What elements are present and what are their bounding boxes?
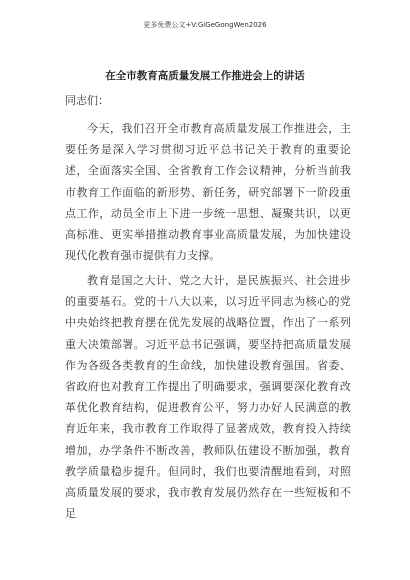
header-note: 更多免费公文+V:GiGeGongWen2026: [143, 21, 267, 29]
salutation: 同志们：: [65, 94, 109, 107]
paragraph-1: 今天，我们召开全市教育高质量发展工作推进会，主要任务是深入学习贯彻习近平总书记关于教育的重要论述，全面落实全国、全省教育工作会议精神，分析当前我市教育工作面临的新形势、新任务，研究部署下一阶段重点工作，动员全市上下进一步统一思想、凝聚共识，以更高标准、更实举措推动教育事业高质量发展，为加快建设现代化教育强市提供有力支撑。: [65, 122, 351, 263]
page-title: 在全市教育高质量发展工作推进会上的讲话: [105, 70, 305, 82]
paragraph-2: 教育是国之大计、党之大计，是民族振兴、社会进步的重要基石。党的十八大以来，以习近平同志为核心的党中央始终把教育摆在优先发展的战略位置，作出了一系列重大决策部署。习近平总书记强调，要坚持把高质量发展作为各级各类教育的生命线，加快建设教育强国。省委、省政府也对教育工作提出了明确要求，强调要深化教育改革优化教育结构，促进教育公平，努力办好人民满意的教育近年来，我市教育工作取得了显著成效，教育投入持续增加，办学条件不断改善，教师队伍建设不断加强，教育教学质量稳步提升。但同时，我们也要清醒地看到，对照高质量发展的要求，我市教育发展仍然存在一些短板和不足: [65, 274, 351, 521]
